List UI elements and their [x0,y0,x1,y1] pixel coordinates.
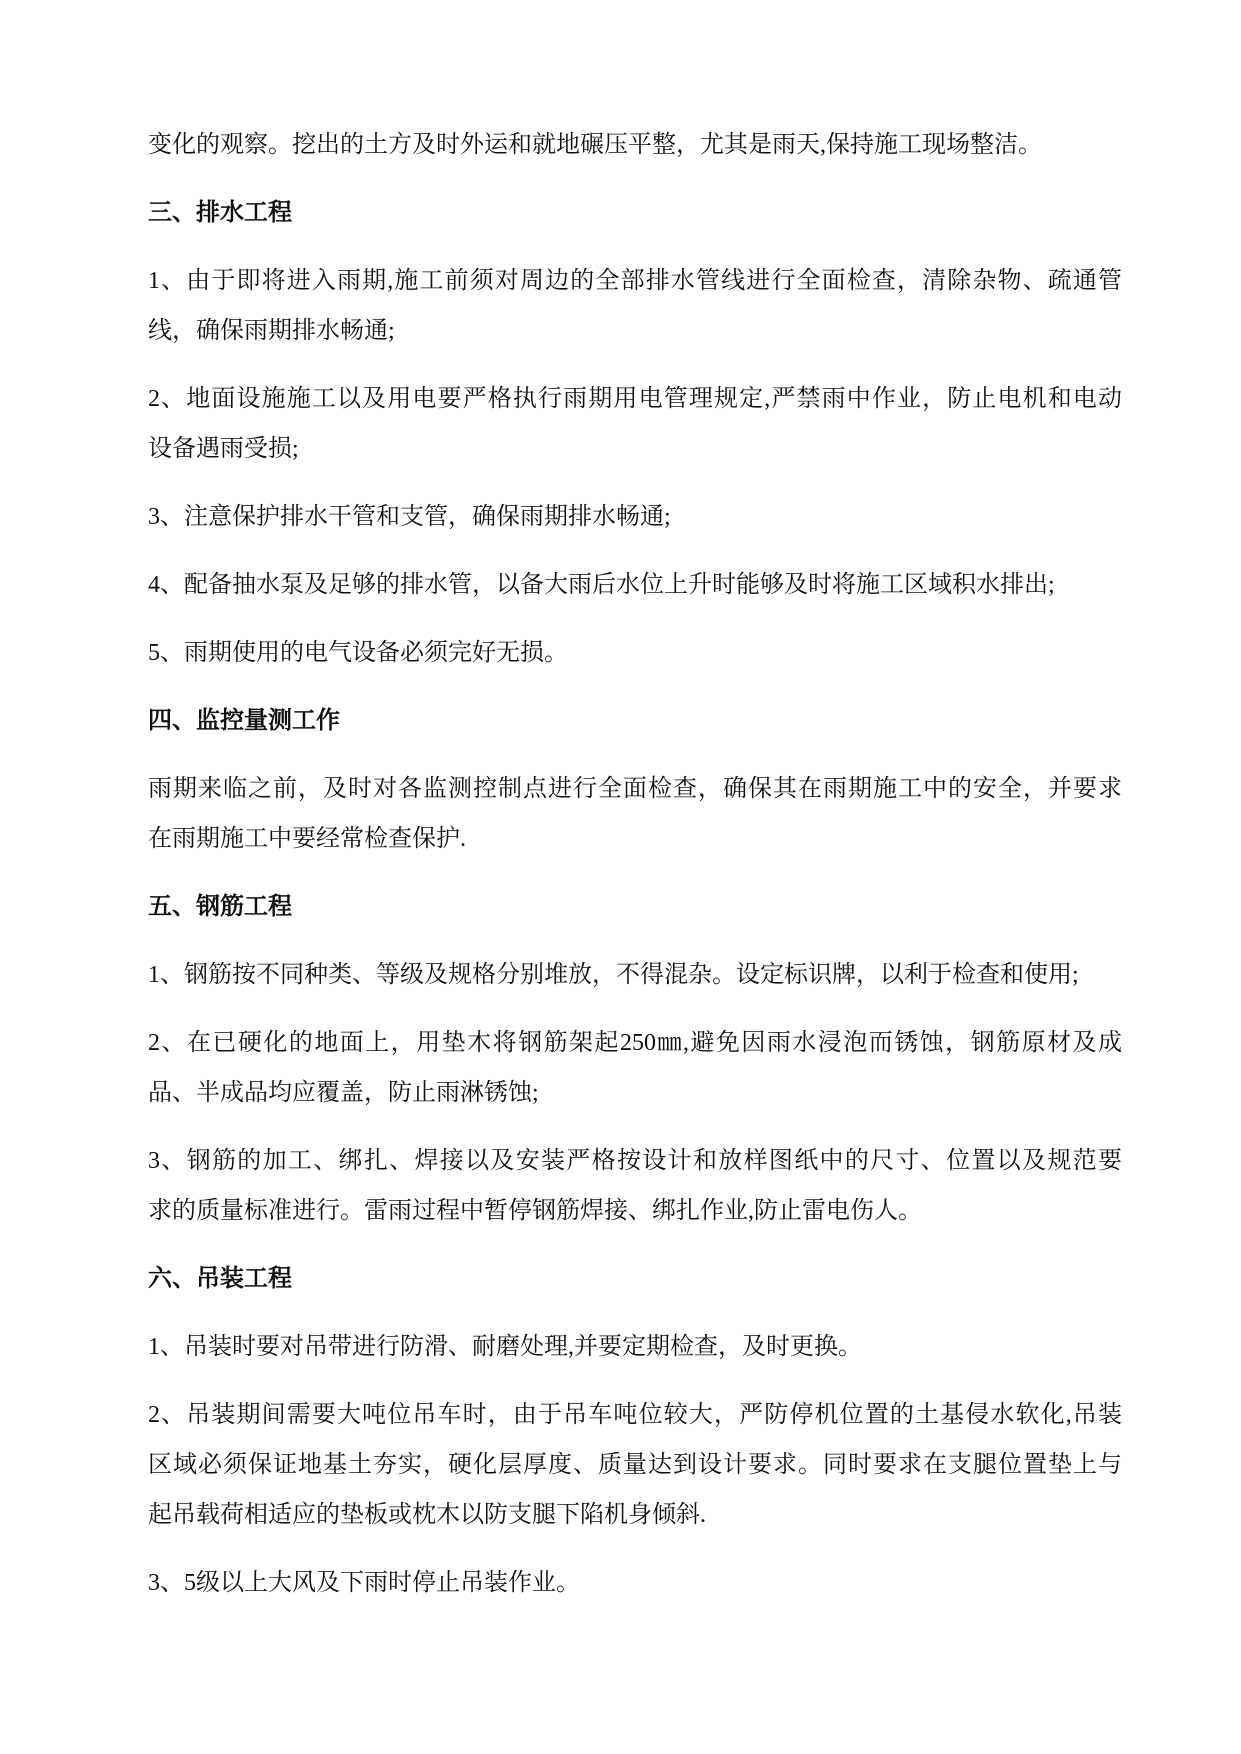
text-line: 区域必须保证地基土夯实，硬化层厚度、质量达到设计要求。同时要求在支腿位置垫上与 [148,1452,1122,1478]
paragraph [148,1390,1122,1540]
paragraph [148,256,1122,356]
text-line: 2、吊装期间需要大吨位吊车时，由于吊车吨位较大，严防停机位置的土基侵水软化,吊装 [148,1402,1122,1428]
text-line: 雨期来临之前，及时对各监测控制点进行全面检查，确保其在雨期施工中的安全，并要求 [148,776,1122,802]
text-line: 2、在已硬化的地面上，用垫木将钢筋架起250㎜,避免因雨水浸泡而锈蚀，钢筋原材及成 [148,1030,1122,1056]
text-line: 设备遇雨受损; [148,436,299,462]
paragraph [148,120,1122,170]
text-line: 3、钢筋的加工、绑扎、焊接以及安装严格按设计和放样图纸中的尺寸、位置以及规范要 [148,1148,1122,1174]
text-line: 品、半成品均应覆盖，防止雨淋锈蚀; [148,1080,539,1106]
text-line: 1、由于即将进入雨期,施工前须对周边的全部排水管线进行全面检查，清除杂物、疏通管 [148,268,1122,294]
text-line: 5、雨期使用的电气设备必须完好无损。 [148,640,568,666]
text-line: 求的质量标准进行。雷雨过程中暂停钢筋焊接、绑扎作业,防止雷电伤人。 [148,1198,922,1224]
section-heading [148,188,1122,238]
section-heading [148,696,1122,746]
paragraph [148,1322,1122,1372]
text-line: 3、5级以上大风及下雨时停止吊装作业。 [148,1570,580,1596]
section-heading [148,1254,1122,1304]
text-line: 1、钢筋按不同种类、等级及规格分别堆放，不得混杂。设定标识牌，以利于检查和使用; [148,962,1079,988]
text-line: 线，确保雨期排水畅通; [148,318,395,344]
section-heading [148,882,1122,932]
text-line: 三、排水工程 [148,200,292,226]
text-line: 在雨期施工中要经常检查保护. [148,826,466,852]
text-line: 五、钢筋工程 [148,894,292,920]
text-line: 变化的观察。挖出的土方及时外运和就地碾压平整，尤其是雨天,保持施工现场整洁。 [148,132,1042,158]
paragraph [148,950,1122,1000]
paragraph [148,628,1122,678]
paragraph [148,764,1122,864]
paragraph [148,374,1122,474]
text-line: 四、监控量测工作 [148,708,340,734]
paragraph [148,560,1122,610]
text-line: 4、配备抽水泵及足够的排水管，以备大雨后水位上升时能够及时将施工区域积水排出; [148,572,1055,598]
text-line: 3、注意保护排水干管和支管，确保雨期排水畅通; [148,504,671,530]
text-line: 2、地面设施施工以及用电要严格执行雨期用电管理规定,严禁雨中作业，防止电机和电动 [148,386,1122,412]
paragraph [148,1558,1122,1608]
paragraph [148,492,1122,542]
paragraph [148,1018,1122,1118]
text-line: 起吊载荷相适应的垫板或枕木以防支腿下陷机身倾斜. [148,1502,706,1528]
text-line: 六、吊装工程 [148,1266,292,1292]
text-line: 1、吊装时要对吊带进行防滑、耐磨处理,并要定期检查，及时更换。 [148,1334,862,1360]
document-body [148,120,1122,1626]
paragraph [148,1136,1122,1236]
